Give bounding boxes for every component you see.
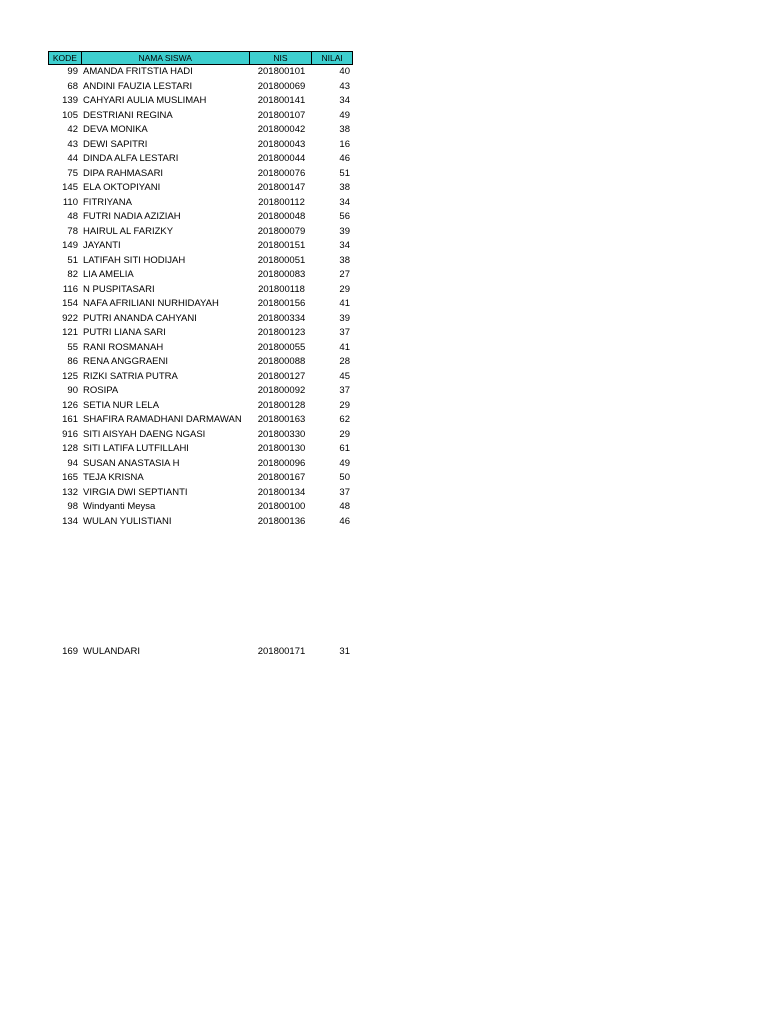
cell-nis: 201800051 xyxy=(257,254,306,266)
cell-nilai: 27 xyxy=(339,269,350,281)
cell-nama: LATIFAH SITI HODIJAH xyxy=(83,254,186,266)
cell-nis: 201800044 xyxy=(257,153,306,165)
cell-nis: 201800088 xyxy=(257,356,306,368)
table-row xyxy=(48,326,353,341)
cell-nilai: 61 xyxy=(339,443,350,455)
table-row xyxy=(48,196,353,211)
table-row xyxy=(48,515,353,530)
table-row xyxy=(48,486,353,501)
cell-nama: HAIRUL AL FARIZKY xyxy=(83,225,174,237)
table-row xyxy=(48,239,353,254)
cell-nilai: 34 xyxy=(339,240,350,252)
cell-kode: 134 xyxy=(62,515,78,527)
cell-nilai: 49 xyxy=(339,109,350,121)
cell-nilai: 41 xyxy=(339,298,350,310)
table-row xyxy=(48,341,353,356)
cell-nama: RENA ANGGRAENI xyxy=(83,356,168,368)
cell-nis: 201800096 xyxy=(257,457,306,469)
table-row xyxy=(48,94,353,109)
cell-nis: 201800042 xyxy=(257,124,306,136)
cell-kode: 110 xyxy=(62,196,78,208)
table-row xyxy=(48,225,353,240)
cell-nis: 201800136 xyxy=(257,515,306,527)
table-row xyxy=(48,399,353,414)
table-row xyxy=(48,428,353,443)
cell-kode: 42 xyxy=(67,124,78,136)
cell-nama: N PUSPITASARI xyxy=(83,283,155,295)
table-row xyxy=(48,471,353,486)
header-nama-siswa: NAMA SISWA xyxy=(82,52,250,64)
cell-nilai: 43 xyxy=(339,80,350,92)
cell-nilai: 49 xyxy=(339,457,350,469)
cell-nilai: 46 xyxy=(339,515,350,527)
cell-kode: 68 xyxy=(67,80,78,92)
table-row xyxy=(48,210,353,225)
table-row xyxy=(48,457,353,472)
table-row xyxy=(48,297,353,312)
table-row xyxy=(48,500,353,515)
cell-nis: 201800043 xyxy=(257,138,306,150)
cell-nama: LIA AMELIA xyxy=(83,269,134,281)
cell-kode: 922 xyxy=(62,312,78,324)
cell-nis: 201800330 xyxy=(257,428,306,440)
cell-nilai: 29 xyxy=(339,283,350,295)
cell-nama: SITI AISYAH DAENG NGASI xyxy=(83,428,206,440)
cell-kode: 99 xyxy=(67,66,78,77)
cell-nama: WULAN YULISTIANI xyxy=(83,515,172,527)
cell-nama: SHAFIRA RAMADHANI DARMAWAN xyxy=(83,414,242,426)
cell-nama: SUSAN ANASTASIA H xyxy=(83,457,180,469)
table-row xyxy=(48,370,353,385)
cell-nama: DEVA MONIKA xyxy=(83,124,148,136)
cell-nis: 201800079 xyxy=(257,225,306,237)
table-row xyxy=(48,65,353,80)
cell-kode: 44 xyxy=(67,153,78,165)
cell-nama: DESTRIANI REGINA xyxy=(83,109,173,121)
cell-nis: 201800163 xyxy=(257,414,306,426)
cell-nis: 201800127 xyxy=(257,370,306,382)
cell-nilai: 31 xyxy=(339,646,350,657)
cell-kode: 78 xyxy=(67,225,78,237)
cell-kode: 149 xyxy=(62,240,78,252)
cell-nilai: 46 xyxy=(339,153,350,165)
cell-nama: WULANDARI xyxy=(83,646,141,657)
cell-nilai: 34 xyxy=(339,196,350,208)
cell-kode: 55 xyxy=(67,341,78,353)
cell-nis: 201800167 xyxy=(257,472,306,484)
cell-nilai: 56 xyxy=(339,211,350,223)
cell-nilai: 39 xyxy=(339,312,350,324)
cell-nama: DINDA ALFA LESTARI xyxy=(83,153,179,165)
cell-nis: 201800130 xyxy=(257,443,306,455)
cell-nis: 201800141 xyxy=(257,95,306,107)
cell-nilai: 29 xyxy=(339,399,350,411)
cell-nis: 201800055 xyxy=(257,341,306,353)
cell-nama: ROSIPA xyxy=(83,385,119,397)
cell-kode: 75 xyxy=(67,167,78,179)
cell-nilai: 48 xyxy=(339,501,350,513)
cell-kode: 161 xyxy=(62,414,78,426)
cell-kode: 82 xyxy=(67,269,78,281)
cell-nilai: 38 xyxy=(339,254,350,266)
cell-nilai: 45 xyxy=(339,370,350,382)
table-row xyxy=(48,413,353,428)
cell-nama: RIZKI SATRIA PUTRA xyxy=(83,370,178,382)
cell-kode: 48 xyxy=(67,211,78,223)
cell-nama: NAFA AFRILIANI NURHIDAYAH xyxy=(83,298,219,310)
cell-nama: VIRGIA DWI SEPTIANTI xyxy=(83,486,188,498)
cell-nama: RANI ROSMANAH xyxy=(83,341,164,353)
cell-kode: 98 xyxy=(67,501,78,513)
cell-kode: 86 xyxy=(67,356,78,368)
cell-nama: FITRIYANA xyxy=(83,196,132,208)
cell-nis: 201800156 xyxy=(257,298,306,310)
table-row xyxy=(48,109,353,124)
table-row xyxy=(48,181,353,196)
cell-nis: 201800128 xyxy=(257,399,306,411)
cell-nis: 201800069 xyxy=(257,80,306,92)
cell-nilai: 41 xyxy=(339,341,350,353)
table-row xyxy=(48,312,353,327)
cell-kode: 116 xyxy=(62,283,78,295)
cell-nama: PUTRI LIANA SARI xyxy=(83,327,166,339)
cell-nis: 201800107 xyxy=(257,109,306,121)
cell-kode: 139 xyxy=(62,95,78,107)
cell-nis: 201800334 xyxy=(257,312,306,324)
cell-kode: 90 xyxy=(67,385,78,397)
cell-nama: SITI LATIFA LUTFILLAHI xyxy=(83,443,189,455)
cell-kode: 105 xyxy=(62,109,78,121)
cell-nama: CAHYARI AULIA MUSLIMAH xyxy=(83,95,207,107)
cell-nis: 201800112 xyxy=(258,196,305,208)
cell-kode: 43 xyxy=(67,138,78,150)
table-row xyxy=(48,254,353,269)
cell-nilai: 28 xyxy=(339,356,350,368)
cell-nama: ELA OKTOPIYANI xyxy=(83,182,161,194)
header-nilai: NILAI xyxy=(321,53,343,63)
table-row xyxy=(48,167,353,182)
table-row xyxy=(48,268,353,283)
cell-nis: 201800100 xyxy=(257,501,306,513)
cell-nilai: 39 xyxy=(339,225,350,237)
cell-kode: 132 xyxy=(62,486,78,498)
table-row xyxy=(48,355,353,370)
cell-nilai: 37 xyxy=(339,385,350,397)
cell-nilai: 34 xyxy=(339,95,350,107)
cell-nama: SETIA NUR LELA xyxy=(83,399,160,411)
cell-nilai: 16 xyxy=(339,138,350,150)
cell-kode: 125 xyxy=(62,370,78,382)
table-row xyxy=(48,384,353,399)
cell-nilai: 38 xyxy=(339,124,350,136)
student-table xyxy=(48,51,353,530)
cell-kode: 154 xyxy=(62,298,78,310)
cell-nama: PUTRI ANANDA CAHYANI xyxy=(83,312,197,324)
table-body xyxy=(48,65,353,530)
cell-kode: 169 xyxy=(62,646,78,657)
table-row xyxy=(48,123,353,138)
cell-nama: JAYANTI xyxy=(83,240,121,252)
cell-nilai: 40 xyxy=(339,66,350,77)
cell-nis: 201800101 xyxy=(257,66,306,77)
cell-nis: 201800147 xyxy=(257,182,306,194)
cell-nis: 201800171 xyxy=(257,646,306,657)
table-row xyxy=(48,138,353,153)
table-row-extra xyxy=(48,645,353,660)
cell-nis: 201800048 xyxy=(257,211,306,223)
cell-nilai: 29 xyxy=(339,428,350,440)
table-row xyxy=(48,442,353,457)
cell-nama: TEJA KRISNA xyxy=(83,472,144,484)
cell-nilai: 37 xyxy=(339,486,350,498)
cell-kode: 128 xyxy=(62,443,78,455)
cell-nis: 201800151 xyxy=(257,240,306,252)
cell-nis: 201800092 xyxy=(257,385,306,397)
table-header xyxy=(48,51,353,65)
cell-nama: DIPA RAHMASARI xyxy=(83,167,164,179)
cell-kode: 121 xyxy=(62,327,78,339)
header-kode: KODE xyxy=(49,52,82,64)
cell-nama: FUTRI NADIA AZIZIAH xyxy=(83,211,181,223)
cell-nama: DEWI SAPITRI xyxy=(83,138,148,150)
cell-nis: 201800083 xyxy=(257,269,306,281)
cell-nama: AMANDA FRITSTIA HADI xyxy=(83,66,193,77)
cell-kode: 165 xyxy=(62,472,78,484)
cell-nis: 201800123 xyxy=(257,327,306,339)
cell-kode: 94 xyxy=(67,457,78,469)
cell-nis: 201800118 xyxy=(258,283,305,295)
cell-nilai: 38 xyxy=(339,182,350,194)
cell-kode: 916 xyxy=(62,428,78,440)
cell-kode: 126 xyxy=(62,399,78,411)
cell-nis: 201800134 xyxy=(257,486,306,498)
cell-nama: ANDINI FAUZIA LESTARI xyxy=(83,80,193,92)
table-row xyxy=(48,80,353,95)
cell-nilai: 37 xyxy=(339,327,350,339)
cell-nama: Windyanti Meysa xyxy=(83,501,156,513)
cell-kode: 51 xyxy=(67,254,78,266)
cell-kode: 145 xyxy=(62,182,78,194)
table-row xyxy=(48,152,353,167)
header-nis: NIS xyxy=(250,52,313,64)
cell-nilai: 62 xyxy=(339,414,350,426)
table-row xyxy=(48,283,353,298)
cell-nilai: 51 xyxy=(339,167,350,179)
cell-nilai: 50 xyxy=(339,472,350,484)
cell-nis: 201800076 xyxy=(257,167,306,179)
